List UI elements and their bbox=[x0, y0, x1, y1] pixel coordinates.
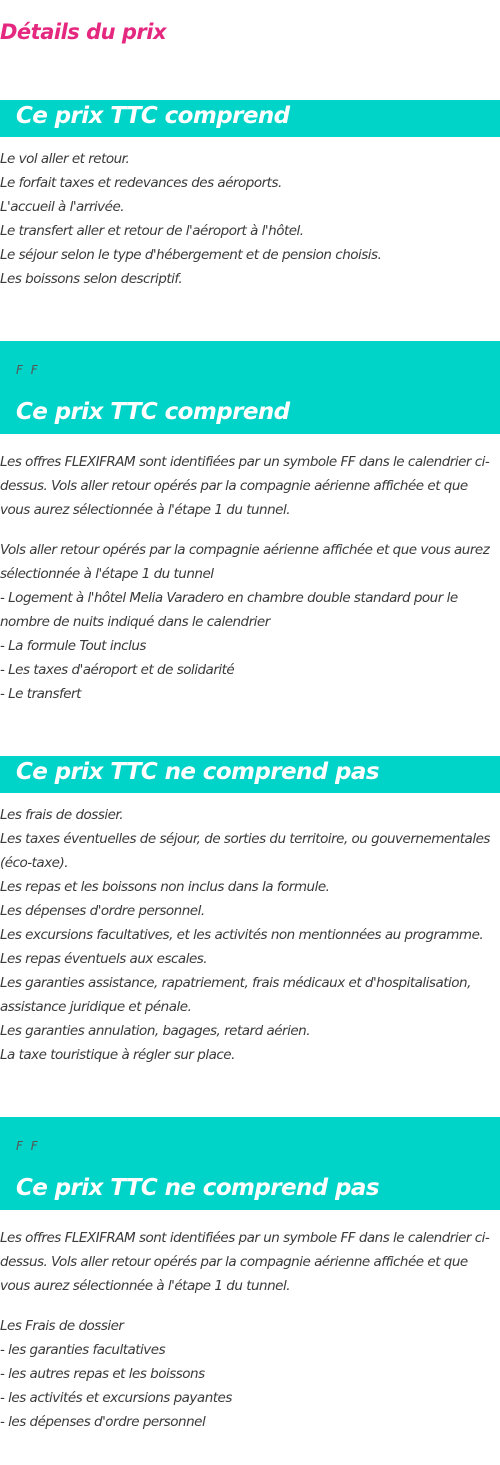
detail-item: - les autres repas et les boissons bbox=[0, 1366, 205, 1382]
list-item: L'accueil à l'arrivée. bbox=[0, 199, 125, 215]
flexifram-excludes-details bbox=[0, 1314, 500, 1434]
section-heading: Ce prix TTC comprend bbox=[16, 399, 290, 425]
detail-item: - Logement à l'hôtel Melia Varadero en chambre double standard pour le nombre de nuits indiqué dans le calendrier bbox=[0, 590, 458, 630]
intro-paragraph: Les offres FLEXIFRAM sont identifiées par un symbole FF dans le calendrier ci-dessus. Vols aller retour opérés par la compagnie aérienne affichée et que vous aurez sélectionnée à l'étape 1 du tunnel. bbox=[0, 1230, 490, 1294]
excludes-list bbox=[0, 803, 500, 1067]
section-heading: Ce prix TTC comprend bbox=[16, 103, 290, 129]
flexifram-excludes-intro bbox=[0, 1226, 500, 1298]
section-heading: Ce prix TTC ne comprend pas bbox=[16, 759, 379, 785]
ff-badge: F F bbox=[16, 363, 40, 377]
list-item: Les excursions facultatives, et les activités non mentionnées au programme. bbox=[0, 927, 484, 943]
detail-item: - La formule Tout inclus bbox=[0, 638, 146, 654]
list-item: Le transfert aller et retour de l'aéroport à l'hôtel. bbox=[0, 223, 304, 239]
list-item: Les repas et les boissons non inclus dans la formule. bbox=[0, 879, 330, 895]
detail-item: - les garanties facultatives bbox=[0, 1342, 166, 1358]
intro-paragraph: Les offres FLEXIFRAM sont identifiées par un symbole FF dans le calendrier ci-dessus. Vols aller retour opérés par la compagnie aérienne affichée et que vous aurez sélectionnée à l'étape 1 du tunnel. bbox=[0, 454, 490, 518]
section-heading: Ce prix TTC ne comprend pas bbox=[16, 1175, 379, 1201]
flexifram-includes-intro bbox=[0, 450, 500, 522]
section-header-includes bbox=[0, 100, 500, 137]
detail-item: - les activités et excursions payantes bbox=[0, 1390, 232, 1406]
list-item: Les repas éventuels aux escales. bbox=[0, 951, 208, 967]
detail-item: - Le transfert bbox=[0, 686, 81, 702]
detail-item: Vols aller retour opérés par la compagnie aérienne affichée et que vous aurez sélectionnée à l'étape 1 du tunnel bbox=[0, 542, 490, 582]
list-item: Les boissons selon descriptif. bbox=[0, 271, 183, 287]
list-item: Le vol aller et retour. bbox=[0, 151, 130, 167]
ff-badge: F F bbox=[16, 1139, 40, 1153]
flexifram-includes-details bbox=[0, 538, 500, 706]
detail-item: - les dépenses d'ordre personnel bbox=[0, 1414, 206, 1430]
list-item: Les garanties annulation, bagages, retard aérien. bbox=[0, 1023, 310, 1039]
list-item: Les frais de dossier. bbox=[0, 807, 124, 823]
section-header-flexifram-excludes bbox=[0, 1117, 500, 1210]
section-header-excludes bbox=[0, 756, 500, 793]
page-title: Détails du prix bbox=[0, 20, 167, 44]
section-header-flexifram-includes bbox=[0, 341, 500, 434]
list-item: Les taxes éventuelles de séjour, de sorties du territoire, ou gouvernementales (éco-taxe). bbox=[0, 831, 490, 871]
list-item: Les garanties assistance, rapatriement, frais médicaux et d'hospitalisation, assistance juridique et pénale. bbox=[0, 975, 471, 1015]
list-item: La taxe touristique à régler sur place. bbox=[0, 1047, 235, 1063]
detail-item: - Les taxes d'aéroport et de solidarité bbox=[0, 662, 235, 678]
list-item: Le séjour selon le type d'hébergement et de pension choisis. bbox=[0, 247, 382, 263]
list-item: Les dépenses d'ordre personnel. bbox=[0, 903, 205, 919]
detail-item: Les Frais de dossier bbox=[0, 1318, 124, 1334]
list-item: Le forfait taxes et redevances des aéroports. bbox=[0, 175, 282, 191]
includes-list bbox=[0, 147, 500, 291]
